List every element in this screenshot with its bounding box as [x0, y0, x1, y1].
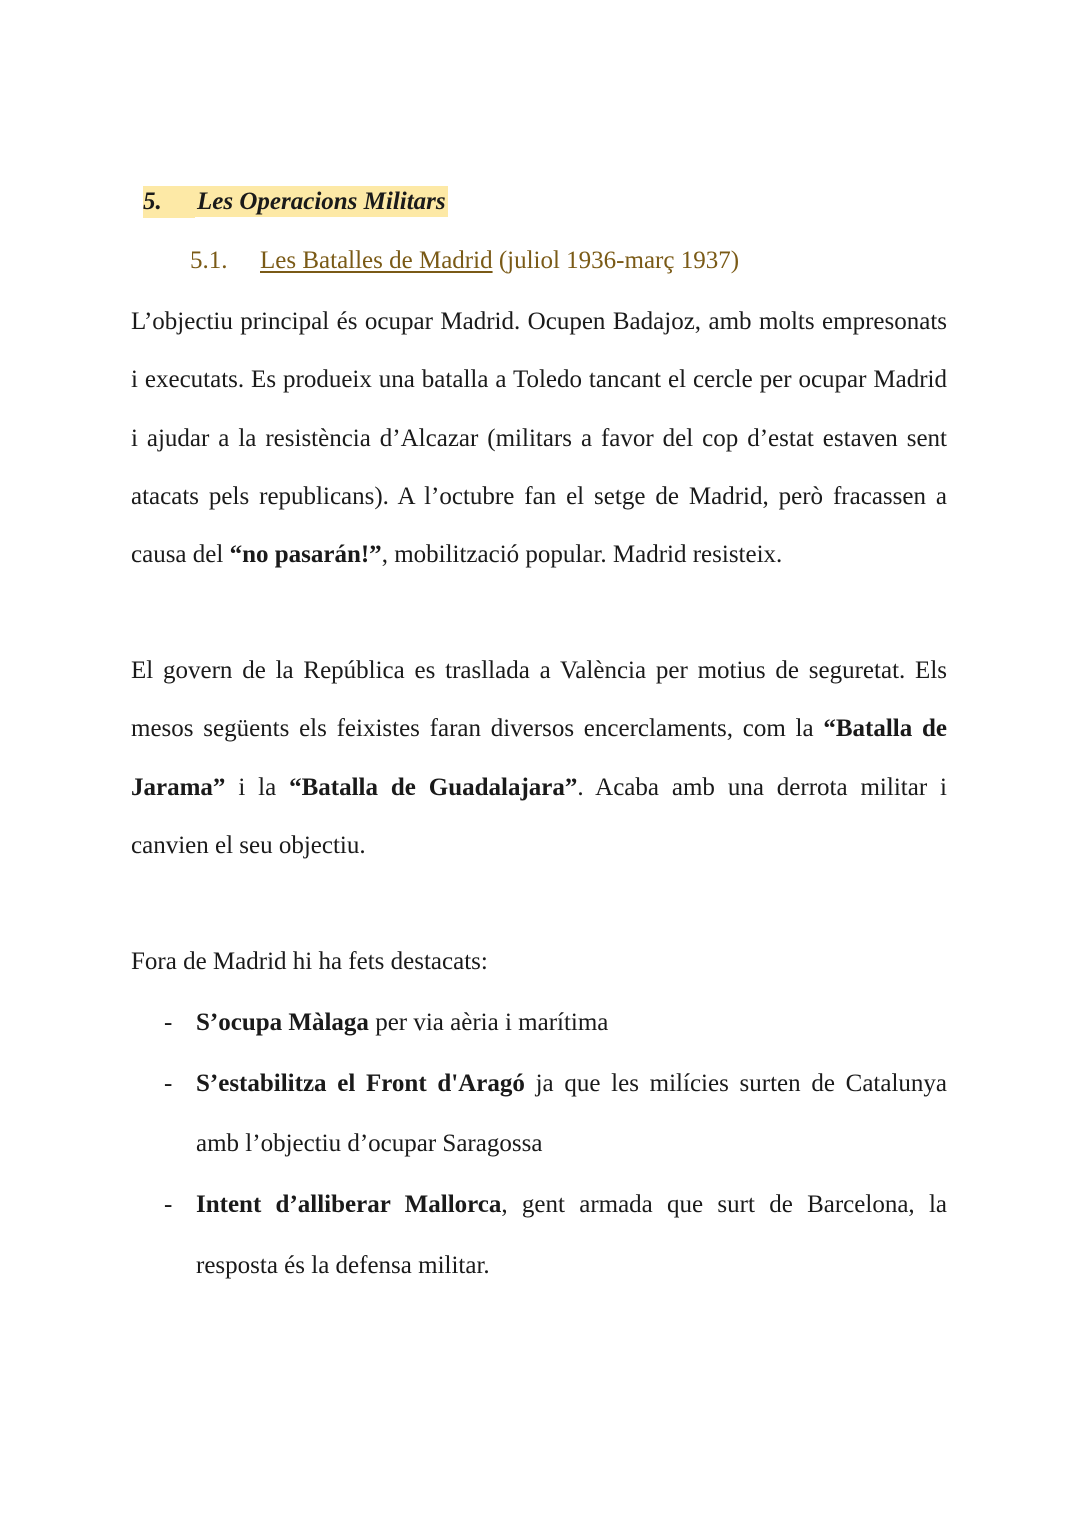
paragraph-bold-quote: “no pasarán!”: [229, 541, 382, 569]
paragraph-text: . Acaba amb una derrota militar i canvien el seu objectiu.: [131, 773, 947, 859]
list-item-text: per via aèria i marítima: [368, 1009, 609, 1036]
section-heading: [143, 186, 448, 218]
list-item-bold: S’ocupa Màlaga: [196, 1009, 369, 1036]
list-item: [131, 993, 947, 1054]
paragraph-bold-guadalajara: “Batalla de Guadalajara”: [289, 773, 578, 801]
paragraph-text: L’objectiu principal és ocupar Madrid. Ocupen Badajoz, amb molts empresonats i executats. Es produeix una batalla a Toledo tancant el cercle per ocupar Madrid i ajudar a la resistència d’Alcazar (militars a favor del cop d’estat estaven sent atacats pels republicans). A l’octubre fan el setge de Madrid, però fracassen a causa del: [131, 308, 947, 569]
list-item: [131, 1175, 947, 1296]
list-item-text: , gent armada que surt de Barcelona, la resposta és la defensa militar.: [196, 1191, 947, 1279]
subsection-number: 5.1.: [190, 247, 228, 274]
list-dash: -: [164, 1191, 173, 1219]
subsection-title-link[interactable]: Les Batalles de Madrid: [260, 247, 493, 274]
paragraph-outside-madrid: Fora de Madrid hi ha fets destacats:: [131, 948, 488, 975]
paragraph-government-valencia: [131, 642, 947, 875]
section-number: 5.: [143, 186, 195, 218]
list-item-bold: Intent d’alliberar Mallorca: [196, 1191, 502, 1219]
paragraph-bold-jarama: “Batalla de Jarama”: [131, 715, 947, 801]
list-dash: -: [164, 1069, 173, 1097]
paragraph-madrid-battles: [131, 293, 947, 584]
subsection-heading: [190, 247, 739, 275]
paragraph-text: , mobilització popular. Madrid resisteix.: [381, 541, 783, 569]
list-dash: -: [164, 1009, 173, 1036]
subsection-title-dates: (juliol 1936-març 1937): [492, 247, 740, 274]
list-item-text: ja que les milícies surten de Catalunya amb l’objectiu d’ocupar Saragossa: [196, 1069, 948, 1158]
paragraph-text: El govern de la República es trasllada a València per motius de seguretat. Els mesos següents els feixistes faran diversos encerclaments, com la: [131, 657, 947, 743]
list-item: [131, 1054, 947, 1175]
section-title: Les Operacions Militars: [197, 188, 446, 215]
list-item-bold: S’estabilitza el Front d'Aragó: [196, 1069, 525, 1097]
events-list: [131, 993, 947, 1297]
paragraph-text: i la: [225, 773, 290, 801]
